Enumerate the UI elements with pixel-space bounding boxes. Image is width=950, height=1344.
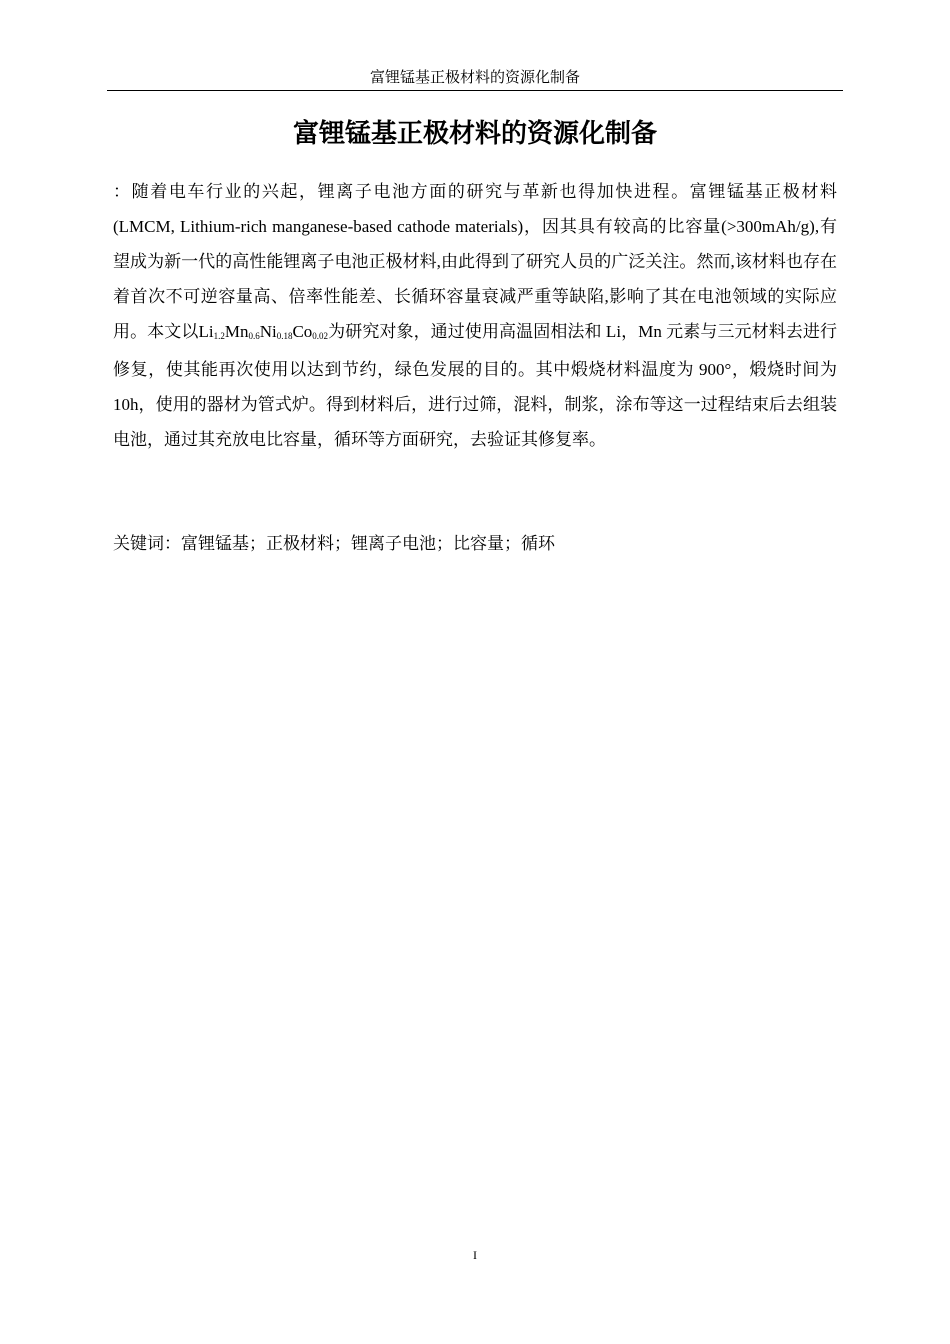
page-number: I	[473, 1248, 477, 1262]
formula-mn: Mn	[224, 322, 249, 341]
running-header: 富锂锰基正极材料的资源化制备	[369, 70, 580, 86]
keywords-line	[113, 526, 837, 562]
formula-co-subscript: 0.02	[312, 331, 329, 341]
formula-ni: Ni	[259, 322, 277, 341]
abstract-text-part-1: ：随着电车行业的兴起，锂离子电池方面的研究与革新也得加快进程。富锂锰基正极材料(LMCM, Lithium-rich manganese-based cathode materials)，因其具有较高的比容量(>300mAh/g),有望成为新一代的高性能锂离子电池正极材料,由此得到了研究人员的广泛关注。然而,该材料也存在着首次不可逆容量高、倍率性能差、长循环容量衰减严重等缺陷,影响了其在电池领域的实际应用。本文以	[113, 182, 837, 341]
keywords-label: 关键词：	[113, 534, 181, 554]
formula-mn-subscript: 0.6	[248, 331, 260, 341]
keywords-text: 富锂锰基；正极材料；锂离子电池；比容量；循环	[181, 534, 555, 553]
formula-ni-subscript: 0.18	[276, 331, 293, 341]
abstract-paragraph	[113, 174, 837, 457]
chemical-formula	[198, 322, 328, 341]
abstract-text-part-2: 为研究对象，通过使用高温固相法和 Li，Mn 元素与三元材料去进行修复，使其能再次使用以达到节约，绿色发展的目的。其中煅烧材料温度为 900°，煅烧时间为 10h，使用的器材为管式炉。得到材料后，进行过筛，混料，制浆，涂布等这一过程结束后去组装电池，通过其充放电比容量，循环等方面研究，去验证其修复率。	[113, 322, 838, 449]
formula-li-subscript: 1.2	[213, 331, 225, 341]
formula-li: Li	[198, 322, 214, 341]
document-title: 富锂锰基正极材料的资源化制备	[292, 119, 657, 149]
formula-co: Co	[292, 322, 313, 341]
header-divider	[107, 90, 843, 91]
